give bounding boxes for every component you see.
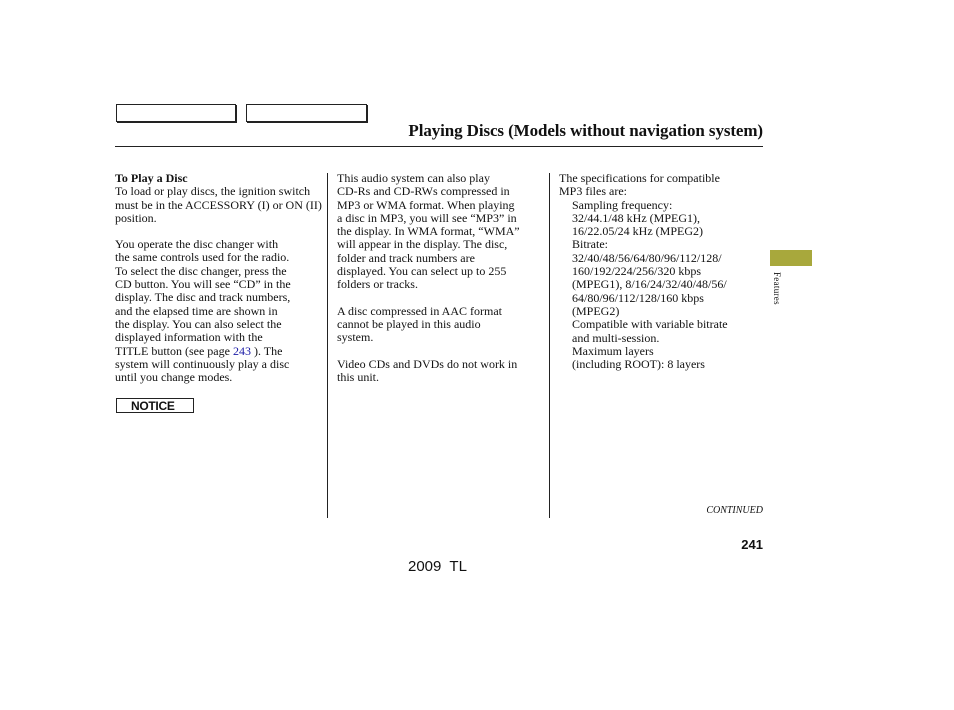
spec-line: 64/80/96/112/128/160 kbps [572, 290, 704, 305]
text-line: The specifications for compatible [559, 171, 720, 185]
nav-button-index[interactable] [246, 104, 367, 122]
text-line: the display. In WMA format, “WMA” [337, 224, 520, 239]
text-line: displayed. You can select up to 255 [337, 264, 507, 279]
text-line: CD-Rs and CD-RWs compressed in [337, 184, 510, 199]
paragraph-disc-changer [115, 238, 323, 384]
notice-label: NOTICE [116, 398, 194, 413]
title-divider [115, 146, 763, 147]
section-heading: To Play a Disc [115, 171, 188, 185]
mp3-spec-list [559, 199, 764, 372]
column-1 [115, 172, 323, 384]
text-line: This audio system can also play [337, 171, 490, 185]
column-divider-2 [549, 173, 550, 518]
text-before-link: TITLE button (see page [115, 343, 233, 358]
section-tab[interactable] [770, 250, 812, 266]
text-line: the display. You can also select the [115, 316, 282, 331]
text-line: a disc in MP3, you will see “MP3” in [337, 210, 517, 225]
text-line: system. [337, 330, 374, 345]
spec-line: (MPEG1), 8/16/24/32/40/48/56/ [572, 277, 727, 292]
text-line: until you change modes. [115, 370, 233, 385]
text-line: folder and track numbers are [337, 250, 475, 265]
text-line: and the elapsed time are shown in [115, 303, 278, 318]
text-line: MP3 or WMA format. When playing [337, 197, 515, 212]
text-after-link: ). The [250, 343, 283, 358]
paragraph-ignition: To load or play discs, the ignition switch must be in the ACCESSORY (I) or ON (II) position. [115, 184, 322, 225]
text-line: this unit. [337, 369, 380, 384]
spec-line: Compatible with variable bitrate [572, 317, 728, 332]
column-divider-1 [327, 173, 328, 518]
text-line: To select the disc changer, press the [115, 263, 287, 278]
spec-line: (including ROOT): 8 layers [572, 357, 705, 372]
text-line: CD button. You will see “CD” in the [115, 277, 291, 292]
continued-label: CONTINUED [706, 505, 763, 516]
text-line: Video CDs and DVDs do not work in [337, 356, 518, 371]
text-line: folders or tracks. [337, 277, 418, 292]
paragraph-aac [337, 305, 547, 345]
text-line: displayed information with the [115, 330, 263, 345]
spec-line: Maximum layers [572, 343, 654, 358]
section-label: Features [772, 272, 782, 305]
text-line: MP3 files are: [559, 184, 627, 199]
paragraph-video-cd [337, 358, 547, 385]
model-footer: 2009 TL [408, 558, 467, 575]
page-title: Playing Discs (Models without navigation system) [408, 121, 763, 140]
paragraph-mp3-wma [337, 172, 547, 292]
spec-line: 160/192/224/256/320 kbps [572, 264, 702, 279]
text-line: the same controls used for the radio. [115, 250, 290, 265]
page-number: 241 [741, 537, 763, 552]
page-link-243[interactable]: 243 [232, 343, 251, 358]
text-line [115, 345, 323, 358]
text-line: will appear in the display. The disc, [337, 237, 508, 252]
spec-line: and multi-session. [572, 330, 660, 345]
column-2 [337, 172, 547, 384]
text-line: A disc compressed in AAC format [337, 303, 502, 318]
text-line: system will continuously play a disc [115, 356, 290, 371]
spec-line: Bitrate: [572, 237, 608, 252]
text-line: cannot be played in this audio [337, 316, 481, 331]
spec-line: 32/40/48/56/64/80/96/112/128/ [572, 250, 722, 265]
column-3 [559, 172, 764, 371]
spec-line: (MPEG2) [572, 303, 620, 318]
nav-button-main-menu[interactable] [116, 104, 236, 122]
text-line: display. The disc and track numbers, [115, 290, 291, 305]
spec-line: 32/44.1/48 kHz (MPEG1), [572, 210, 700, 225]
text-line: You operate the disc changer with [115, 237, 279, 252]
spec-line: 16/22.05/24 kHz (MPEG2) [572, 224, 703, 239]
spec-line: Sampling frequency: [572, 197, 673, 212]
